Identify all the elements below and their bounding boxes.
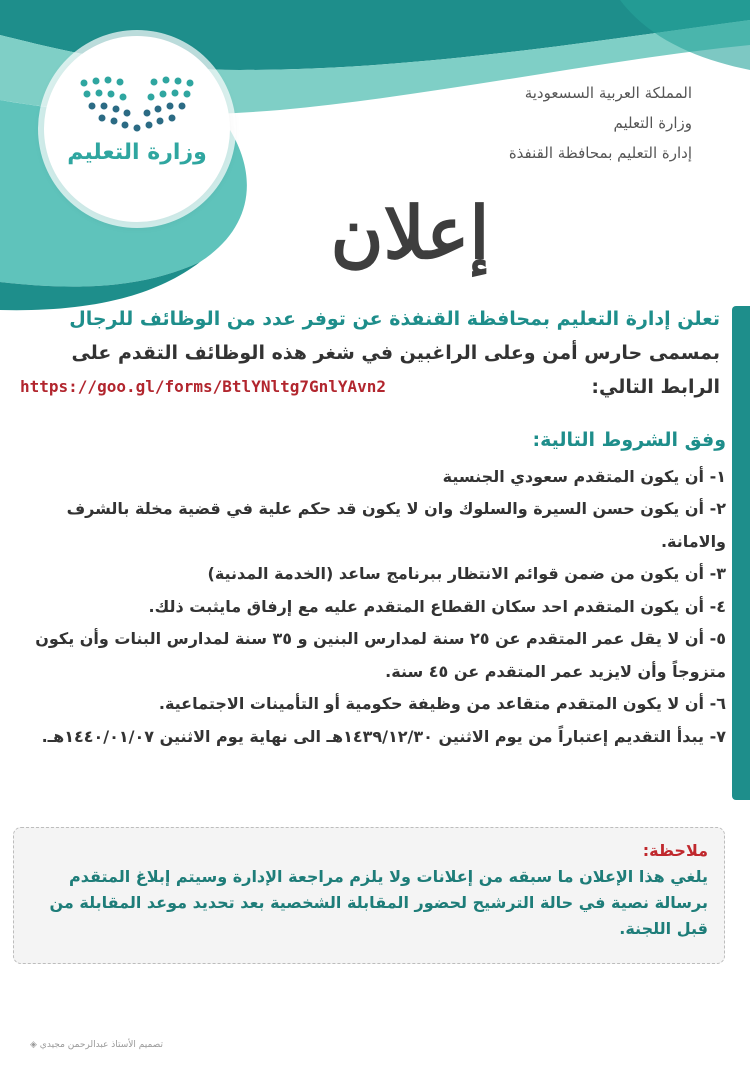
- header-line-ministry: وزارة التعليم: [613, 114, 692, 132]
- intro-line-1: تعلن إدارة التعليم بمحافظة القنفذة عن توفر عدد من الوظائف للرجال: [69, 308, 720, 330]
- intro-line-2: بمسمى حارس أمن وعلى الراغبين في شغر هذه الوظائف التقدم على: [71, 342, 720, 364]
- conditions-list: [20, 424, 726, 753]
- ministry-header: [392, 78, 692, 168]
- note-title: ملاحظة:: [642, 841, 708, 860]
- condition-item: ٥- أن لا يقل عمر المتقدم عن ٢٥ سنة لمدارس البنين و ٣٥ سنة لمدارس البنات وأن يكون متزوجاً وأن لايزيد عمر المتقدم عن ٤٥ سنة.: [35, 629, 726, 681]
- credit-icon: ◈: [30, 1040, 37, 1050]
- link-label: الرابط التالي:: [591, 376, 720, 398]
- intro-paragraph: [20, 302, 720, 404]
- side-accent-bar: [732, 306, 750, 800]
- condition-item: ٦- أن لا يكون المتقدم متقاعد من وظيفة حكومية أو التأمينات الاجتماعية.: [158, 694, 726, 713]
- announcement-title: إعلان: [330, 190, 490, 275]
- logo-text: وزارة التعليم: [67, 140, 207, 165]
- header-line-kingdom: المملكة العربية السسعودية: [524, 84, 692, 102]
- note-box: [13, 827, 725, 964]
- condition-item: ٢- أن يكون حسن السيرة والسلوك وان لا يكون قد حكم علية في قضية مخلة بالشرف والامانة.: [66, 499, 726, 551]
- header-line-directorate: إدارة التعليم بمحافظة القنفذة: [508, 144, 692, 162]
- note-text: يلغي هذا الإعلان ما سبقه من إعلانات ولا يلزم مراجعة الإدارة وسيتم إبلاغ المتقدم برسالة نصية في حالة الترشيح لحضور المقابلة الشخصية بعد تحديد موعد المقابلة من قبل اللجنة.: [49, 867, 708, 938]
- condition-item: ٤- أن يكون المتقدم احد سكان القطاع المتقدم عليه مع إرفاق مايثبت ذلك.: [148, 596, 726, 616]
- application-form-link[interactable]: https://goo.gl/forms/BtlYNltg7GnlYAvn2: [20, 377, 387, 396]
- logo-circle: [44, 36, 230, 222]
- condition-item: ٣- أن يكون من ضمن قوائم الانتظار ببرنامج ساعد (الخدمة المدنية): [207, 564, 726, 583]
- link-row: [20, 370, 720, 404]
- conditions-heading: وفق الشروط التالية:: [532, 429, 726, 451]
- designer-credit: [30, 1040, 163, 1050]
- logo-dots-icon: [44, 36, 230, 222]
- credit-text: تصميم الأستاذ عبدالرحمن مجيدي: [39, 1040, 163, 1050]
- condition-item: ١- أن يكون المتقدم سعودي الجنسية: [442, 466, 726, 486]
- condition-item: ٧- يبدأ التقديم إعتباراً من يوم الاثنين ١٤٣٩/١٢/٣٠هـ الى نهاية يوم الاثنين ١٤٤٠/٠١/٠٧هـ.: [41, 726, 726, 746]
